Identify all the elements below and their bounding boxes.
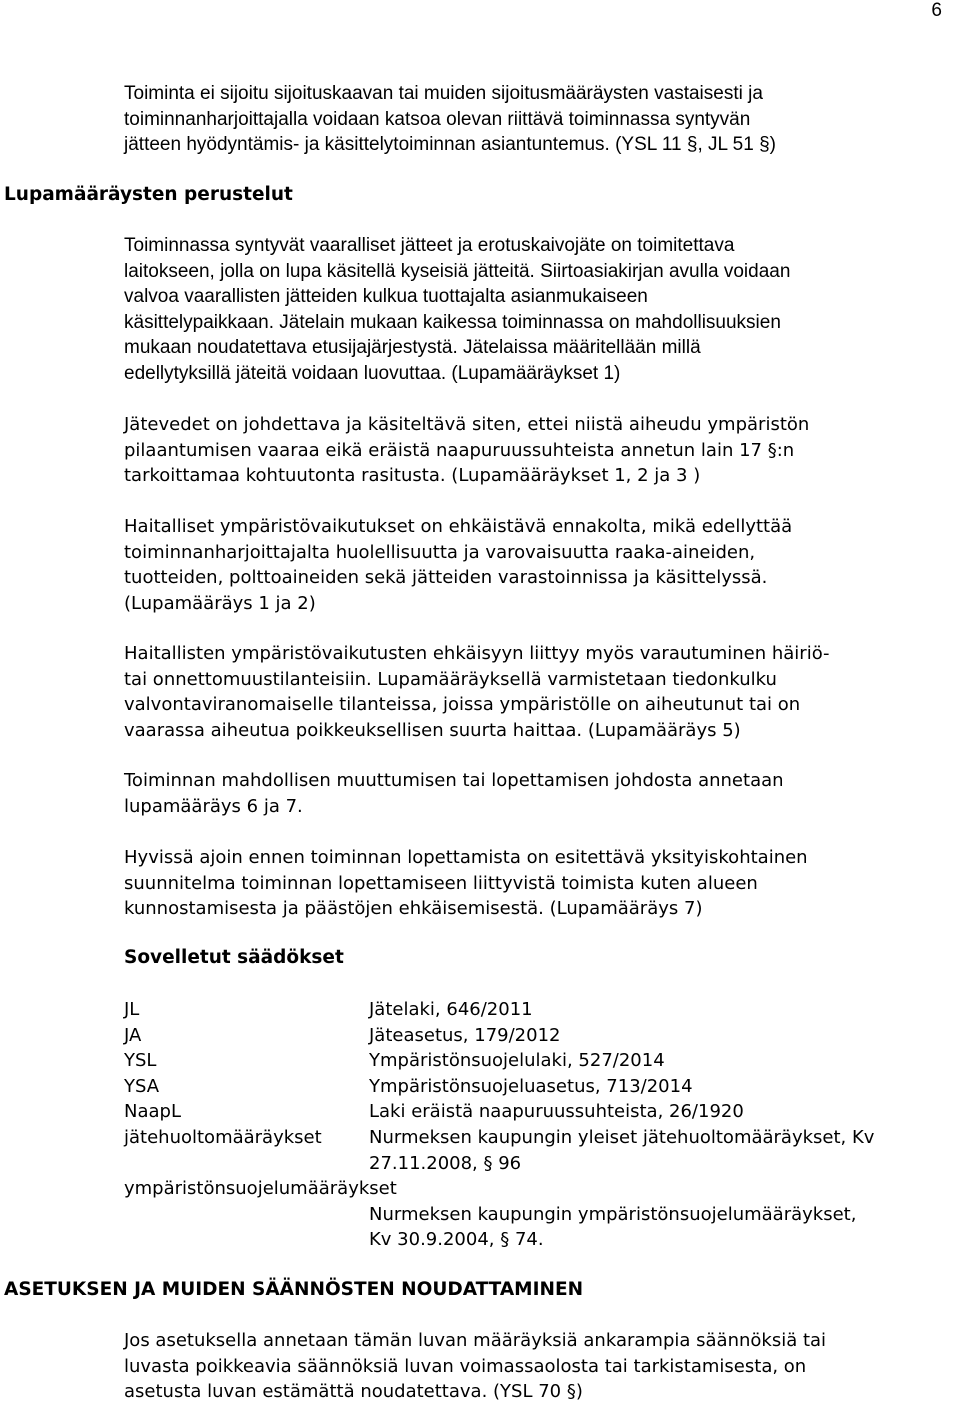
paragraph-line: toiminnanharjoittajalta huolellisuutta ja varovaisuutta raaka-aineiden, xyxy=(124,541,756,563)
paragraph-line: Toiminnan mahdollisen muuttumisen tai lopettamisen johdosta annetaan xyxy=(124,770,784,791)
statute-title-line: Kv 30.9.2004, § 74. xyxy=(369,1229,544,1251)
paragraph-line: suunnitelma toiminnan lopettamiseen liittyvistä toimista kuten alueen xyxy=(124,872,758,894)
section-heading-saadokset: Sovelletut säädökset xyxy=(124,947,344,968)
intro-line: toiminnanharjoittajalla voidaan katsoa olevan riittävä toiminnassa syntyvän xyxy=(124,108,751,130)
statute-abbreviation: JA xyxy=(124,1024,142,1046)
paragraph-line: luvasta poikkeavia säännöksiä luvan voimassaolosta tai tarkistamisesta, on xyxy=(124,1355,807,1377)
statute-row xyxy=(124,1176,874,1202)
paragraph-line: laitokseen, jolla on lupa käsitellä kyseisiä jätteitä. Siirtoasiakirjan avulla voidaan xyxy=(124,260,791,282)
page-number: 6 xyxy=(931,0,942,21)
statute-title-line: 27.11.2008, § 96 xyxy=(369,1152,522,1174)
paragraph-line: kunnostamisesta ja päästöjen ehkäisemisestä. (Lupamääräys 7) xyxy=(124,898,703,920)
paragraph-line: pilaantumisen vaaraa eikä eräistä naapuruussuhteista annetun lain 17 §:n xyxy=(124,439,795,461)
perustelut-paragraph-3 xyxy=(124,514,792,616)
asetukset-paragraph xyxy=(124,1328,826,1405)
paragraph-line: tarkoittamaa kohtuutonta rasitusta. (Lupamääräykset 1, 2 ja 3 ) xyxy=(124,465,701,487)
paragraph-line: Jos asetuksella annetaan tämän luvan määräyksiä ankarampia säännöksiä tai xyxy=(124,1330,827,1351)
intro-line: jätteen hyödyntämis- ja käsittelytoiminnan asiantuntemus. (YSL 11 §, JL 51 §) xyxy=(124,134,776,155)
statute-title: Jätelaki, 646/2011 xyxy=(369,999,533,1020)
paragraph-line: Hyvissä ajoin ennen toiminnan lopettamista on esitettävä yksityiskohtainen xyxy=(124,847,808,868)
paragraph-line: valvontaviranomaiselle tilanteissa, joissa ympäristölle on aiheutunut tai on xyxy=(124,694,801,716)
section-heading-perustelut: Lupamääräysten perustelut xyxy=(4,184,293,205)
paragraph-line: Jätevedet on johdettava ja käsiteltävä siten, ettei niistä aiheudu ympäristön xyxy=(124,414,810,435)
statute-title: Ympäristönsuojeluasetus, 713/2014 xyxy=(369,1075,693,1097)
statute-row xyxy=(124,1099,874,1125)
paragraph-line: tai onnettomuustilanteisiin. Lupamääräyksellä varmistetaan tiedonkulku xyxy=(124,668,777,690)
statute-abbreviation: jätehuoltomääräykset xyxy=(124,1126,322,1148)
statute-title xyxy=(369,1125,874,1176)
statute-row xyxy=(124,1023,874,1049)
paragraph-line: käsittelypaikkaan. Jätelain mukaan kaikessa toiminnassa on mahdollisuuksien xyxy=(124,311,781,333)
paragraph-line: edellytyksillä jäteitä voidaan luovuttaa. (Lupamääräykset 1) xyxy=(124,362,621,384)
statute-row xyxy=(124,1202,874,1253)
paragraph-line: Toiminnassa syntyvät vaaralliset jätteet ja erotuskaivojäte on toimitettava xyxy=(124,235,735,256)
perustelut-paragraph-1 xyxy=(124,233,790,386)
perustelut-paragraph-4 xyxy=(124,641,830,743)
paragraph-line: valvoa vaarallisten jätteiden kulkua tuottajalta asianmukaiseen xyxy=(124,286,648,307)
paragraph-line: vaarassa aiheutua poikkeuksellisen suurta haittaa. (Lupamääräys 5) xyxy=(124,719,741,741)
statute-title: Ympäristönsuojelulaki, 527/2014 xyxy=(369,1050,665,1072)
statutes-list xyxy=(124,997,874,1253)
statute-title: Jäteasetus, 179/2012 xyxy=(369,1024,561,1046)
statute-abbreviation: YSA xyxy=(124,1075,160,1097)
paragraph-line: Haitallisten ympäristövaikutusten ehkäisyyn liittyy myös varautuminen häiriö- xyxy=(124,643,830,664)
paragraph-line: (Lupamääräys 1 ja 2) xyxy=(124,592,316,614)
statute-row xyxy=(124,1125,874,1176)
paragraph-line: mukaan noudatettava etusijajärjestystä. Jätelaissa määritellään millä xyxy=(124,337,701,358)
paragraph-line: tuotteiden, polttoaineiden sekä jätteiden varastoinnissa ja käsittelyssä. xyxy=(124,567,768,589)
statute-abbreviation: JL xyxy=(124,999,140,1020)
statute-title-line: Nurmeksen kaupungin ympäristönsuojelumääräykset, xyxy=(369,1203,857,1225)
perustelut-paragraph-2 xyxy=(124,412,809,489)
statute-title-line: Nurmeksen kaupungin yleiset jätehuoltomääräykset, Kv xyxy=(369,1126,875,1148)
paragraph-line: asetusta luvan estämättä noudatettava. (YSL 70 §) xyxy=(124,1381,583,1403)
paragraph-line: lupamääräys 6 ja 7. xyxy=(124,795,303,817)
perustelut-paragraph-6 xyxy=(124,845,808,922)
statute-abbreviation: YSL xyxy=(124,1050,157,1072)
statutes-table xyxy=(124,997,874,1253)
intro-line: Toiminta ei sijoitu sijoituskaavan tai muiden sijoitusmääräysten vastaisesti ja xyxy=(124,83,763,104)
statute-title: Laki eräistä naapuruussuhteista, 26/1920 xyxy=(369,1101,744,1123)
statute-abbreviation: NaapL xyxy=(124,1101,181,1123)
perustelut-paragraph-5 xyxy=(124,768,784,819)
section-heading-asetukset: ASETUKSEN JA MUIDEN SÄÄNNÖSTEN NOUDATTAMINEN xyxy=(4,1279,584,1300)
paragraph-line: Haitalliset ympäristövaikutukset on ehkäistävä ennakolta, mikä edellyttää xyxy=(124,516,793,537)
statute-row xyxy=(124,997,874,1023)
intro-paragraph xyxy=(124,81,776,158)
statute-row xyxy=(124,1048,874,1074)
statute-abbreviation: ympäristönsuojelumääräykset xyxy=(124,1178,397,1200)
statute-row xyxy=(124,1074,874,1100)
statute-title xyxy=(369,1202,874,1253)
